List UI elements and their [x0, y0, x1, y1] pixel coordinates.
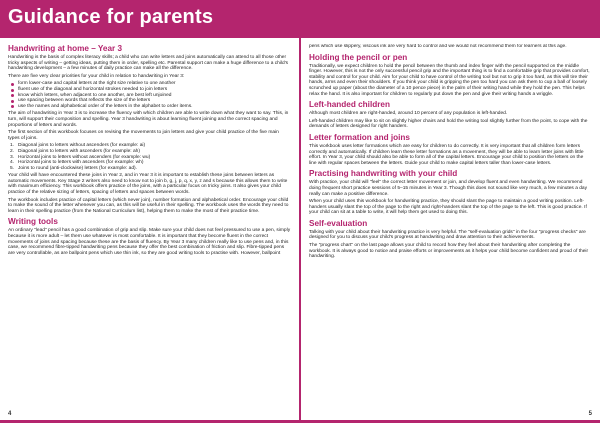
list-number: 2.: [10, 148, 15, 154]
list-item: use spacing between words that reflects the size of the letters: [18, 98, 291, 104]
page-number: 5: [588, 411, 592, 417]
paragraph: This workbook uses letter formations which are easy for children to do correctly. It is very important that all children form letters correctly and automatically. If children learn these letter formations as a movement, they will be able to learn letter joins with little effort. In Year 3, your child should also be able to form all of the capital letters. Encourage your child to position the letters on the line with regular spaces between the letters. Guide your child to make capital letters taller than lower-case letters.: [309, 143, 584, 166]
heading-handwriting-at-home: Handwriting at home – Year 3: [8, 44, 123, 53]
paragraph: Your child will have encountered these joins in Year 2, and in Year 3 it is important to establish these joins between letters as automatic movements. Key Stage 2 writers also need to know not to join b, g, j, p, q, x, y, z and s because this allows them to write with maximum efficiency. This workbook offers practice of the joins, with a particular focus on tricky joins. It also gives your child practice of the relative sizing of letters, spacing of letters and spaces between words.: [8, 173, 288, 196]
paragraph: Handwriting is the basis of complex literacy skills; a child who can write letters and joins automatically can attend to all those other tricky aspects of writing – getting ideas, putting them in order, spelling etc. Parental support can make a huge difference to a child's handwriting development – a few minutes of daily practice can make all the difference.: [8, 55, 289, 72]
paragraph: Left-handed children may like to sit on slightly higher chairs and hold the writing tool slightly further from the point, to cope with the demands of letters designed for right handers.: [309, 118, 588, 130]
paragraph: Traditionally, we expect children to hold the pencil between the thumb and index finger with the pencil supported on the middle finger. However, this is not the only successful pencil grip and the important thing is to find a comfortable grip that provides comfort, stability and control for your child. Aim for your child to have control of the writing tool but not to grip it too hard, as this will tire their hands, arms and even their shoulders. If you think your child is gripping the pen too hard you can ask them to cup a ball of loosely scrunched up paper (about the diameter of a 10 pence piece) in the palm of their writing hand while they hold the pen. This helps relax the hand. It is also important for children to regularly put down the pen and give their writing hands a wriggle.: [309, 63, 590, 97]
list-text: Diagonal joins to letters without ascenders (for example: ai): [18, 143, 146, 149]
list-text: Diagonal joins to letters with ascenders (for example: ah): [18, 148, 140, 154]
paragraph: The workbook includes practice of capital letters (which never join), number formation and alphabetical order. Encourage your child to make the sound of the letter whenever you can, as this will be useful in their spelling. The workbook uses the words they need to learn in their spelling practice (from the National Curriculum list), helping them to make the most of their practice time.: [8, 197, 289, 214]
heading-letter-formation: Letter formation and joins: [309, 132, 410, 142]
paragraph: The first section of this workbook focuses on revising the movements to join letters and give your child practice of the five main types of joins.: [8, 130, 279, 141]
list-number: 5.: [10, 165, 15, 171]
list-number: 1.: [10, 143, 15, 149]
heading-holding-the-pencil: Holding the pencil or pen: [309, 52, 408, 62]
joins-list: [8, 143, 291, 171]
paragraph: Although most children are right-handed, around 10 percent of any population is left-handed.: [309, 111, 508, 117]
list-item: [10, 165, 291, 172]
right-page: [301, 38, 600, 423]
paragraph: Talking with your child about their handwriting practice is very helpful. The "self-evaluation grids" in the four "progress checks" are designed for you to discuss your child's progress at handwriting and draw attention to their achievements.: [309, 229, 586, 241]
heading-left-handed: Left-handed children: [309, 100, 390, 110]
list-text: Horizontal joins to letters with ascenders (for example: wh): [18, 160, 144, 166]
list-number: 4.: [10, 160, 15, 166]
paragraph: The aim of handwriting in Year 3 is to increase the fluency with which children are able to write down what they want to say. This, in turn, will support their composition and spelling. Year 3 handwriting is about learning fluent joining and the correct spacing and proportions of letters and words.: [8, 111, 289, 128]
list-text: Horizontal joins to letters without ascenders (for example: wu): [18, 154, 151, 160]
heading-writing-tools: Writing tools: [8, 217, 58, 227]
paragraph: The "progress chart" on the last page allows your child to record how they feel about their handwriting after completing the workbook. It is always good to notice and praise efforts or improvements as it helps your child become confident and proud of their handwriting.: [309, 243, 589, 260]
list-item: form lower-case and capital letters at the right size relative to one another: [18, 81, 291, 87]
page-header: [0, 0, 600, 38]
list-item: use the names and alphabetical order of the letters in the alphabet to order items.: [18, 104, 291, 110]
priorities-list: [8, 81, 291, 109]
right-column: [309, 44, 592, 403]
list-number: 3.: [10, 154, 15, 160]
paragraph: pens which use slippery, viscous ink are very hard to control and we would not recommend them for learners at this age.: [309, 44, 567, 49]
paragraph: When your child uses this workbook for handwriting practice, they should slant the page to maintain a good writing position. Left-handers usually slant the top of the page to the right and right-handers slant the top of the page to the left. This is good practice. If your child can sit at a table to write, it will help them get used to doing this.: [309, 199, 587, 216]
paragraph: With practice, your child will "feel" the correct letter movement or join, and develop fluent and even handwriting. We recommend doing frequent short practice sessions of 5–15 minutes in Year 3. Though this does not sound like very much, a few minutes a day really can make a positive difference.: [309, 180, 588, 197]
list-item: fluent use of the diagonal and horizontal strokes needed to join letters: [18, 87, 291, 93]
list-item: know which letters, when adjacent to one another, are best left unjoined: [18, 93, 291, 99]
heading-self-evaluation: Self-evaluation: [309, 218, 368, 228]
paragraph: There are five very clear priorities for your child in relation to handwriting in Year 3:: [8, 73, 185, 79]
left-page: [0, 38, 299, 423]
list-text: Joins to round (anti-clockwise) letters (for example: ad).: [18, 165, 137, 171]
left-column: [8, 44, 291, 403]
heading-practising: Practising handwriting with your child: [309, 169, 458, 179]
paragraph: An ordinary "lead" pencil has a good combination of grip and slip. Make sure your child does not feel pressured to use a pen, simply because it is more adult – let them use whatever is most comfortable. It is important that they become fluent in the correct movements of joins and spacing because these are the basis of fluency. By Year 3 many children really like to use pens and, in this case, we recommend fibre-tipped handwriting pens because they offer the best combination of friction and slip. Fibre-tipped pens are very controllable, as are ballpoint pens which use thin ink, so they are good writing tools to practise with. However, ballpoint: [8, 228, 291, 256]
page-title: Guidance for parents: [8, 6, 214, 28]
page-number: 4: [8, 411, 12, 417]
